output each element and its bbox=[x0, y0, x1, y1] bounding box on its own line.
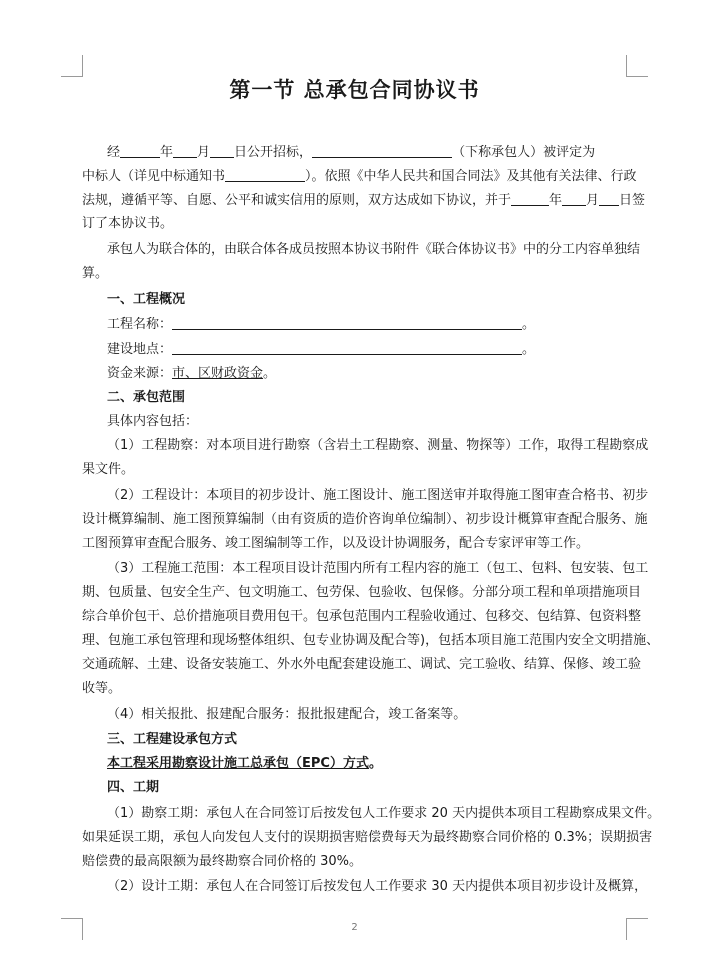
page-number: 2 bbox=[351, 922, 358, 933]
duration-item2-line1: （2）设计工期：承包人在合同签订后按发包人工作要求 30 天内提供本项目初步设计及概算， bbox=[107, 879, 648, 894]
blank-sign-year bbox=[511, 192, 549, 206]
blank-sign-day bbox=[599, 192, 619, 206]
blank-sign-month bbox=[562, 192, 586, 206]
project-name-row: 工程名称： 。 bbox=[107, 317, 536, 332]
scope-item2-line3: 工图预算审查配合服务、竣工图编制等工作，以及设计协调服务，配合专家评审等工作。 bbox=[82, 536, 590, 551]
project-site-row: 建设地点： 。 bbox=[107, 342, 536, 357]
duration-item1-line3: 赔偿费的最高限额为最终勘察合同价格的 30%。 bbox=[82, 854, 363, 869]
page-title: 第一节 总承包合同协议书 bbox=[229, 77, 480, 102]
section3-text: 本工程采用勘察设计施工总承包（EPC）方式。 bbox=[107, 756, 382, 771]
section4-heading: 四、工期 bbox=[107, 780, 160, 795]
scope-item1-line2: 果文件。 bbox=[82, 462, 135, 477]
scope-item4: （4）相关报批、报建配合服务：报批报建配合，竣工备案等。 bbox=[107, 707, 467, 722]
duration-item1-line1: （1）勘察工期：承包人在合同签订后按发包人工作要求 20 天内提供本项目工程勘察成果文件。 bbox=[107, 806, 661, 821]
scope-item3-line3: 综合单价包干、总价措施项目费用包干。包承包范围内工程验收通过、包移交、包结算、包资料整 bbox=[82, 609, 642, 624]
section1-heading: 一、工程概况 bbox=[107, 292, 186, 307]
para2-line1: 承包人为联合体的，由联合体各成员按照本协议书附件《联合体协议书》中的分工内容单独结 bbox=[107, 242, 641, 257]
duration-item1-line2: 如果延误工期，承包人向发包人支付的误期损害赔偿费每天为最终勘察合同价格的 0.3%；误期损害 bbox=[82, 830, 653, 845]
scope-item3-line4: 理、包施工承包管理和现场整体组织、包专业协调及配合等)，包括本项目施工范围内安全文明措施、 bbox=[82, 633, 660, 648]
section3-heading: 三、工程建设承包方式 bbox=[107, 732, 238, 747]
blank-project-name bbox=[172, 316, 522, 330]
para1-line4: 订了本协议书。 bbox=[82, 216, 174, 231]
section2-heading: 二、承包范围 bbox=[107, 390, 186, 405]
fund-source-value: 市、区财政资金 bbox=[172, 366, 264, 381]
scope-item1-line1: （1）工程勘察：对本项目进行勘察（含岩土工程勘察、测量、物探等）工作，取得工程勘察成 bbox=[107, 438, 649, 453]
fund-source-row: 资金来源：市、区财政资金。 bbox=[107, 366, 277, 381]
scope-item3-line5: 交通疏解、土建、设备安装施工、外水外电配套建设施工、调试、完工验收、结算、保修、竣工验 bbox=[82, 657, 642, 672]
crop-mark-bottom-left-h bbox=[61, 918, 83, 919]
blank-year bbox=[120, 144, 160, 158]
para1-line3: 法规，遵循平等、自愿、公平和诚实信用的原则，双方达成如下协议，并于 年 月 日签 bbox=[82, 193, 646, 208]
blank-notice bbox=[225, 168, 305, 182]
crop-mark-bottom-right-h bbox=[626, 918, 648, 919]
blank-contractor bbox=[312, 144, 452, 158]
section2-intro: 具体内容包括： bbox=[107, 414, 199, 429]
para2-line2: 算。 bbox=[82, 266, 109, 281]
scope-item3-line1: （3）工程施工范围：本工程项目设计范围内所有工程内容的施工（包工、包料、包安装、包工 bbox=[107, 561, 649, 576]
blank-month bbox=[173, 144, 197, 158]
scope-item3-line2: 期、包质量、包安全生产、包文明施工、包劳保、包验收、包保修。分部分项工程和单项措施项目 bbox=[82, 585, 642, 600]
para1-line2: 中标人（详见中标通知书 ）。依照《中华人民共和国合同法》及其他有关法律、行政 bbox=[82, 169, 637, 184]
scope-item2-line2: 设计概算编制、施工图预算编制（由有资质的造价咨询单位编制）、初步设计概算审查配合服务、施 bbox=[82, 512, 648, 527]
scope-item2-line1: （2）工程设计：本项目的初步设计、施工图设计、施工图送审并取得施工图审查合格书、初步 bbox=[107, 488, 649, 503]
para1-line1: 经 年 月 日公开招标， （下称承包人）被评定为 bbox=[107, 145, 596, 160]
scope-item3-line6: 收等。 bbox=[82, 681, 122, 696]
blank-project-site bbox=[172, 341, 522, 355]
blank-day bbox=[210, 144, 234, 158]
